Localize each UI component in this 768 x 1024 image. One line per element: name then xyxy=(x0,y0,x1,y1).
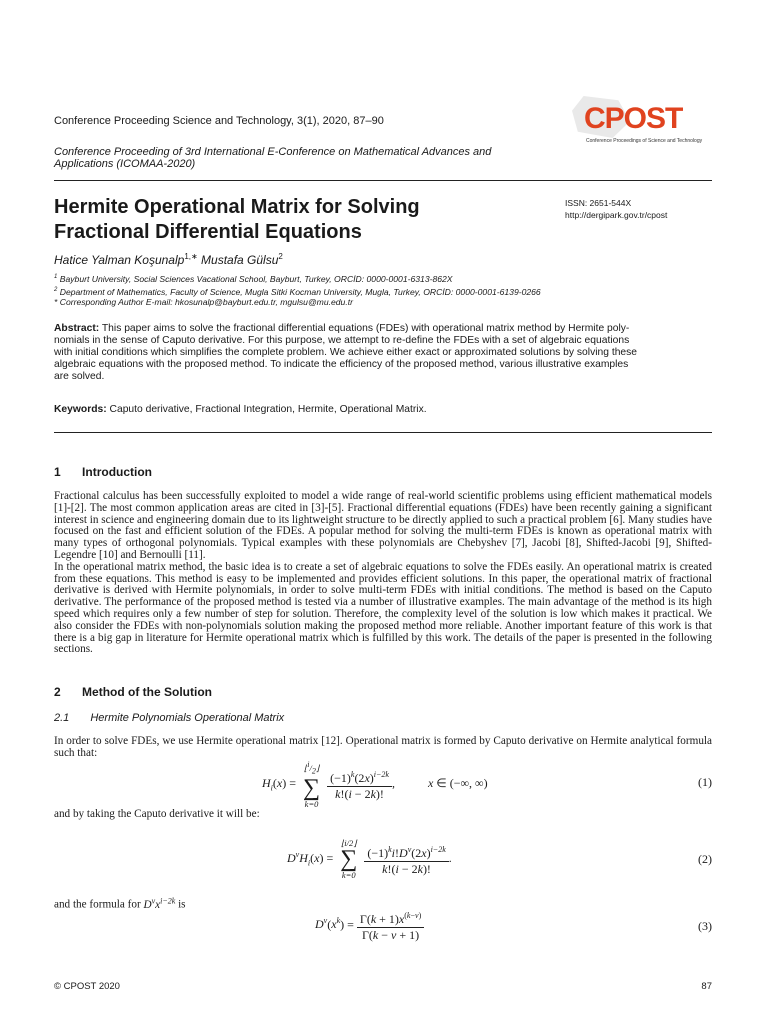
title-line-1: Hermite Operational Matrix for Solving xyxy=(54,196,420,218)
cpost-logo xyxy=(570,96,712,154)
section-2-heading xyxy=(54,685,212,699)
formula-suffix: is xyxy=(178,898,186,911)
conference-line-2: Applications (ICOMAA-2020) xyxy=(54,158,196,170)
introduction-text xyxy=(54,491,712,656)
equation-2: $D^vH_i(x)$ = ⌊i/2⌋ ∑ k=0 $\frac{(-1)^ki!D^v(2x)^{i-2k}}{k!(i - 2k)!}$ . xyxy=(287,838,452,880)
keywords-label: Keywords: xyxy=(54,404,107,415)
equation-3-number: (3) xyxy=(698,919,712,933)
abstract-line-4: algebraic equations with the proposed method. To indicate the efficiency of the proposed method, various illustrative examples xyxy=(54,359,629,370)
keywords-text: Caputo derivative, Fractional Integration, Hermite, Operational Matrix. xyxy=(109,404,427,415)
abstract-line-3: with initial conditions which simplifies the complete problem. We achieve either exact or approximated solutions by solving these xyxy=(54,347,638,358)
journal-url[interactable]: http://dergipark.gov.tr/cpost xyxy=(565,210,668,220)
affiliation-1-text: Bayburt University, Social Sciences Vacational School, Bayburt, Turkey, ORCİD: 0000-0001-6313-862X xyxy=(59,274,453,284)
affiliation-1 xyxy=(54,274,453,284)
abstract-line-1: This paper aims to solve the fractional differential equations (FDEs) with operational matrix method by Hermite poly- xyxy=(101,323,630,334)
footer-copyright: © CPOST 2020 xyxy=(54,981,120,992)
section-1-heading xyxy=(54,465,152,479)
logo-subtitle: Conference Proceedings of Science and Technology xyxy=(586,138,703,144)
equation-1-number: (1) xyxy=(698,775,712,789)
subsection-2-1-heading xyxy=(54,712,284,724)
intro-paragraph-2: In the operational matrix method, the basic idea is to create a set of algebraic equations to solve the FDEs easily. An operational matrix is created from these equations. This method is easy to be implemented and provides efficient solutions. In this paper, the operational matrix of fractional derivative is derived with Hermite polynomials, in order to solve multi-term FDEs with initial conditions. The method is based on the Caputo derivative. The performance of the proposed method is tested via a number of illustrative examples. The main advantage of the method is its high speed which requires only a few number of step for solution. Therefore, the complexity level of the solution is low which makes it practical. We also consider the FDEs with non-polynomials solution making the proposed method more reliable. Another important feature of this work is that there is a big gap in literature for Hermite operational matrix which is fulfilled by this work. The details of the paper is presented in the following sections. xyxy=(54,560,712,656)
title-line-2: Fractional Differential Equations xyxy=(54,221,362,243)
section-2-title: Method of the Solution xyxy=(82,685,213,699)
abstract xyxy=(54,323,714,383)
affiliation-1-sup: 1 xyxy=(54,274,58,281)
issn: ISSN: 2651-544X xyxy=(565,198,632,208)
abstract-line-5: are solved. xyxy=(54,371,105,382)
affiliation-2-text: Department of Mathematics, Faculty of Science, Mugla Sitki Kocman University, Mugla, Turkey, ORCİD: 0000-0001-6139-0266 xyxy=(59,287,541,297)
section-1-title: Introduction xyxy=(82,465,153,479)
keywords xyxy=(54,404,427,415)
author-1-sup: 1,∗ xyxy=(184,252,198,261)
text-between-eq2-eq3: and the formula for $D^vx^{i-2k}$ is xyxy=(54,896,186,911)
affiliation-2-sup: 2 xyxy=(54,287,58,294)
affiliation-2 xyxy=(54,287,541,297)
conference-line-1: Conference Proceeding of 3rd International E-Conference on Mathematical Advances and xyxy=(54,146,492,158)
subsection-2-1-title: Hermite Polynomials Operational Matrix xyxy=(90,712,285,724)
author-2-sup: 2 xyxy=(278,252,283,261)
equation-2-number: (2) xyxy=(698,852,712,866)
logo-word: CPOST xyxy=(584,102,683,135)
method-paragraph: In order to solve FDEs, we use Hermite operational matrix [12]. Operational matrix is formed by Caputo derivative on Hermite analytical formula such that: xyxy=(54,735,712,759)
corresponding-author: * Corresponding Author E-mail: hkosunalp@bayburt.edu.tr, mgulsu@mu.edu.tr xyxy=(54,297,353,307)
equation-3: $D^v(x^k)$ = $\frac{\Gamma(k + 1)x^{(k-v)}}{\Gamma(k - v + 1)}$ xyxy=(315,908,424,943)
section-2-number: 2 xyxy=(54,685,61,699)
journal-line: Conference Proceeding Science and Technology, 3(1), 2020, 87–90 xyxy=(54,115,384,127)
subsection-2-1-number: 2.1 xyxy=(54,712,70,724)
text-between-eq1-eq2: and by taking the Caputo derivative it will be: xyxy=(54,808,260,820)
section-1-number: 1 xyxy=(54,465,61,479)
abstract-line-2: nomials in the sense of Caputo derivative. For this purpose, we attempt to re-define the FDEs with a set of algebraic equations xyxy=(54,335,630,346)
formula-prefix: and the formula for xyxy=(54,898,141,911)
abstract-label: Abstract: xyxy=(54,323,100,334)
author-2: Mustafa Gülsu xyxy=(201,253,279,267)
author-1: Hatice Yalman Koşunalp xyxy=(54,253,185,267)
abstract-rule xyxy=(54,432,712,433)
authors xyxy=(54,252,283,267)
intro-paragraph-1: Fractional calculus has been successfully exploited to model a wide range of real-world scientific problems using efficient mathematical models [1]-[2]. The most common application areas are cited in [3]-[5]. Fractional differential equations (FDEs) have been recently gaining a significant interest in science and engineering domain due to its lightweight structure to be directly applied to such a practical problem [6]. Many studies have focused on the fast and efficient solution of the FDEs. A popular method for solving the multi-term FDEs is known as operational matrix with many types of orthogonal polynomials. Typical examples with these polynomials are Chebyshev [7], Jacobi [8], Shifted-Jacobi [9], Shifted-Legendre [10] and Bernoulli [11]. xyxy=(54,490,712,561)
header-rule xyxy=(54,180,712,181)
page-number: 87 xyxy=(701,981,712,992)
equation-1: $H_i(x)$ = $⌊^i/_2⌋$ ∑ k=0 $\frac{(-1)^k(2x)^{i-2k}}{k!(i - 2k)!}$ , x ∈ (−∞, ∞) xyxy=(262,760,488,809)
